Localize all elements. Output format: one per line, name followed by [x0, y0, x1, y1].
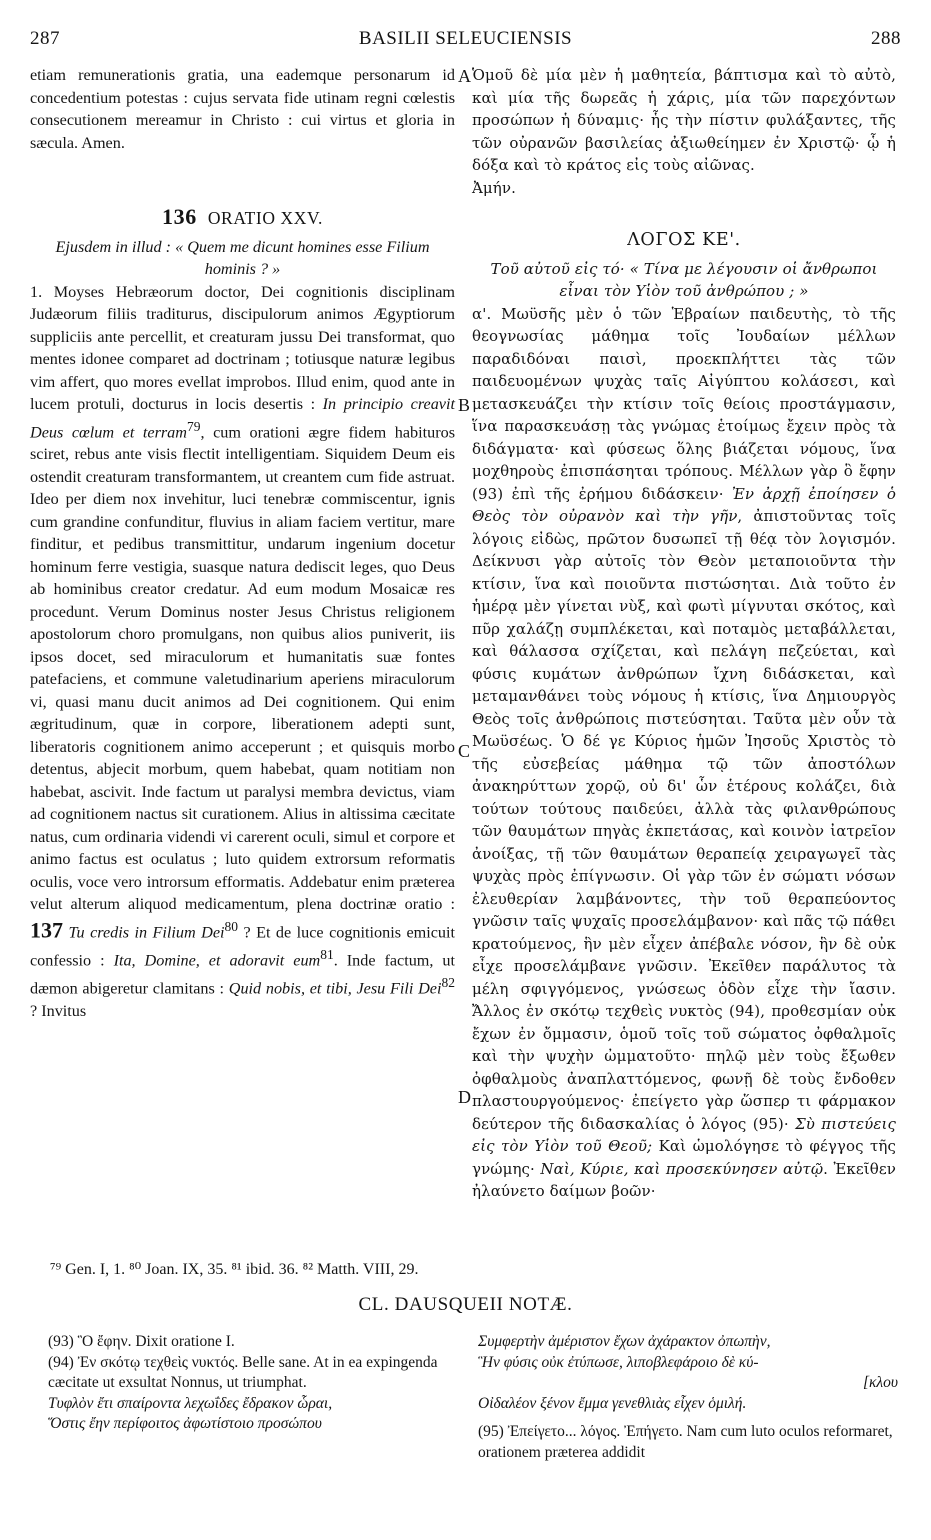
greek-column — [472, 64, 896, 1203]
greek-quote: Ναὶ, Κύριε, καὶ προσεκύνησεν αὐτῷ — [540, 1159, 824, 1178]
latin-body-part: . Inde factum, ut dæmon abigeretur clamitans : — [30, 951, 455, 998]
note-verse-4: Ἣν φύσις οὐκ ἐτύπωσε, λιποβλεφάροιο δὲ κύ- — [478, 1353, 759, 1371]
notes-title: CL. DAUSQUEII NOTÆ. — [358, 1294, 573, 1315]
margin-mark-a: A — [458, 66, 471, 86]
note-verse-4-end: [κλου — [862, 1374, 898, 1391]
margin-mark-b: B — [458, 395, 471, 415]
footnote-ref: 82 — [441, 974, 455, 990]
footnote-ref: 80 — [224, 918, 239, 934]
latin-heading — [30, 206, 455, 230]
latin-body-part: 1. Moyses Hebræorum doctor, Dei cognitionis disciplinam Judæorum filiis traditurus, discipulorum animos Ægyptiorum suppliciis ante percellit, et creaturam jussu Dei transformat, quo mentes idonee comparet ad doctrinam ; totiusque naturæ legibus vim affert, quo mores evellat improbos. Illud enim, quod ante in lucem protuli, docturus in locis desertis : — [30, 282, 455, 413]
greek-body-part: Καὶ ὡμολόγησε τὸ φέγγος τῆς γνώμης· — [472, 1137, 896, 1178]
note-verse-1: Τυφλὸν ἔτι σπαίροντα λεχωΐδες ἔδρακον ὧραι, — [48, 1394, 333, 1412]
latin-body-part: , cum orationi ægre fidem habituros sciret, rebus ante visis flectit intelligentiam. Siquidem Deum eis ostendit creaturam transformantem, ut creantem cum fide astruat. Ideo per diem nox invehitur, luci tenebræ commiscentur, ignis cum grandine confunditur, fluvius in aliam faciem vertitur, mare finditur, et pedibus transmittitur, undarum ingenium docetur hominum ferre vestigia, suasque natura dediscit leges, quo Deus ab hominibus creator credatur. Ad eum modum Mosaicæ res procedunt. Verum Dominus noster Jesus Christus religionem apostolorum choro promulgans, non quibus alios puniverit, iis ipsos docet, sed miraculorum et humanitatis suæ fontes patefaciens, et commune valetudinarium aperiens miraculorum vi, quasi manu ducit animos ad Dei cognitionem. Qui enim ægritudinum, quæ in corpore, liberationem adepti sunt, liberatoris cognitionem animo acceperunt ; et quisquis morbo detentus, abjecit morbum, quem habebat, quam notitiam non habebat, ascivit. Inde factum ut paralysi membra devictus, viam ad cognitionem nactus sit curationem. Alius in altissima cæcitate natus, cum ordinaria videndi vi carerent oculi, simul et corpore et animo factus est oculatus ; luto quidem extrorsum reformatis oculis, voce vero introrsum efformatis. Addebatur enim præterea velut alterum aliquod medicamentum, plena doctrinæ oratio : — [30, 422, 456, 914]
latin-column — [30, 64, 455, 1022]
page-number-left: 287 — [30, 28, 60, 49]
notes-left-column — [48, 1332, 450, 1435]
greek-body — [472, 303, 896, 1203]
latin-quote: Quid nobis, et tibi, Jesu Fili Dei — [228, 979, 442, 998]
scripture-footnotes: ⁷⁹ Gen. I, 1. ⁸⁰ Joan. IX, 35. ⁸¹ ibid. 36. ⁸² Matth. VIII, 29. — [50, 1261, 419, 1278]
latin-body-part: ? Invitus — [30, 1001, 87, 1020]
column-number-136: 136 — [162, 204, 197, 229]
latin-body — [30, 281, 455, 1023]
latin-intro: etiam remunerationis gratia, una eademque personarum id concedentium potestas : cujus servata fide utinam regni cœlestis consecutionem mereamur in Christo : cui virtus et gloria in sæcula. Amen. — [30, 66, 455, 152]
note-94: (94) Ἐν σκότῳ τεχθεὶς νυκτός. Belle sane. At in ea expingenda cæcitate ut exsultat Nonnus, ut triumphat. — [48, 1353, 438, 1391]
latin-quote: Ita, Domine, et adoravit eum — [113, 951, 321, 970]
latin-body-part: ? Et de luce cognitionis emicuit confessio : — [30, 923, 455, 970]
greek-body-part: α'. Μωϋσῆς μὲν ὁ τῶν Ἑβραίων παιδευτὴς, τὸ τῆς θεογνωσίας μάθημα τοῖς Ἰουδαίων μέλλων παραδιδόναι παισὶ, προεκπλήττει τὰς τῶν παιδευομένων ψυχὰς ταῖς Αἰγύπτου κολάσεσι, καὶ μετασκευάζει τὴν κτίσιν τοῖς θείοις προστάγμασιν, ἵνα παρασκευάσῃ τὰς γνώμας ἑτοίμως ἔχειν πρὸς τὰ διδάγματα· καὶ φύσεως ὅλης βιάζεται νόμους, ἵνα μοχθηροὺς ἐπισπάσηται τρόπους. Μέλλων γὰρ ὃ ἔφην (93) ἐπὶ τῆς ἐρήμου διδάσκειν· — [472, 304, 896, 503]
page-header — [30, 28, 901, 54]
greek-body-part: , ἀπιστοῦντας τοῖς λόγοις εἰδὼς, πρῶτον δυσωπεῖ τῇ θέᾳ τὸν λογισμόν. Δείκνυσι γὰρ αὐτοῖς τὸν Θεὸν μεταποιοῦντα τὴν κτίσιν, ἵνα καὶ ποιοῦντα πιστώσηται. Διὰ τοῦτο ἐν ἡμέρᾳ μὲν γίνεται νὺξ, καὶ φωτὶ μίγνυται σκότος, καὶ πῦρ χαλάζῃ συμπλέκεται, καὶ ποταμὸς μεταβάλλεται, καὶ θάλασσα σχίζεται, καὶ πελάγη πεζεύεται, καὶ φύσις κυμάτων ἀνθρώπων ἴχνη διδάσκεται, καὶ μεταμανθάνει τοὺς νόμους ἡ κτίσις, ἵνα Δημιουργὸς Θεὸς τοῖς ἀνθρώποις πιστεύσηται. Ταῦτα μὲν οὖν τὰ Μωϋσέως. Ὁ δέ γε Κύριος ἡμῶν Ἰησοῦς Χριστὸς τὸ τῆς εὐσεβείας μάθημα τῷ τῶν ἀποστόλων ἀνακηρύττων χορῷ, οὐ δι' ὧν ἑτέρους κολάζει, διὰ τούτων τούτους παιδεύει, ἀλλὰ τὰς φιλανθρώπους τῶν θαυμάτων πηγὰς ἐκπετάσας, καὶ κοινὸν ἰατρεῖον ἀνοίξας, τῇ τῶν θαυμάτων θεραπείᾳ χειραγωγεῖ τὰς ψυχὰς πρὸς ἐπίγνωσιν. Οἱ γὰρ τῶν ἐν σώματι νόσων ἐλευθερίαν λαμβάνοντες, τὴν τοῦ θεραπεύοντος γνῶσιν ταῖς ψυχαῖς προσελάμβανον· καὶ πᾶς τῷ πάθει κρατούμενος, ἣν μὲν εἶχεν ἀπέβαλε νόσον, ἣν δὲ οὐκ εἶχε προσελάμβανε γνῶσιν. Ἐκεῖθεν παράλυτος τὰ μέλη σφιγγόμενος, γνώσεως ὁδὸν εἶχε τὴν ἴασιν. Ἄλλος ἐν σκότῳ τεχθεὶς νυκτὸς (94), προθεσμίαν οὐκ ἔχων ἐν ὄμμασιν, ὁμοῦ τοῖς τοῦ σώματος ὀφθαλμοῖς καὶ τὴν ψυχὴν ὠμματοῦτο· πηλῷ μὲν τοὺς ἔξωθεν ὀφθαλμοὺς ἀναπλαττόμενος, φωνῇ δὲ τοὺς ἔνδοθεν πλαστουργούμενος· ἐπείγετο γὰρ ὥσπερ τι φάρμακον δεύτερον τῆς διδασκαλίας ὁ λόγος (95)· — [472, 507, 896, 1133]
latin-quote: In principio creavit Deus cœlum et terram — [30, 395, 455, 441]
margin-mark-c: C — [458, 741, 471, 761]
greek-amen: Ἀμήν. — [472, 178, 516, 197]
greek-subtitle: Τοῦ αὐτοῦ εἰς τό· « Τίνα με λέγουσιν οἱ ἄνθρωποι εἶναι τὸν Υἱὸν τοῦ ἀνθρώπου ; » — [490, 259, 878, 300]
page-number-right: 288 — [871, 28, 901, 49]
greek-body-part: . Ἐκεῖθεν ἠλαύνετο δαίμων βοῶν· — [472, 1159, 896, 1200]
latin-quote: Tu credis in Filium Dei — [68, 923, 225, 942]
note-93: (93) Ὃ ἔφην. Dixit oratione I. — [48, 1333, 235, 1350]
greek-quote: Ἐν ἀρχῇ ἐποίησεν ὁ Θεὸς τὸν οὐρανὸν καὶ τὴν γῆν — [472, 484, 896, 525]
latin-subtitle: Ejusdem in illud : « Quem me dicunt homines esse Filium hominis ? » — [55, 237, 430, 278]
note-verse-2: Ὅστις ἔην περίφοιτος ἀφωτίστοιο προσώπου — [48, 1415, 322, 1432]
notes-right-column — [478, 1332, 898, 1463]
footnote-ref: 79 — [186, 418, 201, 434]
greek-heading: ΛΟΓΟΣ ΚΕ'. — [627, 230, 741, 250]
margin-mark-d: D — [458, 1087, 471, 1107]
greek-quote: Σὺ πιστεύεις εἰς τὸν Υἱὸν τοῦ Θεοῦ; — [472, 1114, 896, 1155]
latin-heading-text: ORATIO XXV. — [207, 208, 323, 228]
note-95: (95) Ἐπείγετο... λόγος. Ἐπήγετο. Nam cum luto oculos reformaret, orationem præterea addidit — [478, 1423, 893, 1461]
running-title: BASILII SELEUCIENSIS — [358, 28, 573, 49]
greek-intro: Ὁμοῦ δὲ μία μὲν ἡ μαθητεία, βάπτισμα καὶ τὸ αὐτὸ, καὶ μία τῆς δωρεᾶς ἡ χάρις, μία τῶν παρεχόντων προσώπων ἡ δύναμις· ἧς τὴν πίστιν φυλάξαντες, τῆς τῶν οὐρανῶν βασιλείας ἀξιωθείημεν ἐν Χριστῷ· ᾧ ἡ δόξα καὶ τὸ κράτος εἰς τοὺς αἰῶνας. — [472, 66, 896, 174]
note-verse-5: Οἰδαλέον ξένον ἔμμα γενεθλιὰς εἶχεν ὁμιλή. — [478, 1394, 747, 1412]
footnote-ref: 81 — [320, 946, 334, 962]
note-verse-3: Συμφερτὴν ἀμέριστον ἔχων ἀχάρακτον ὀπωπὴν, — [478, 1333, 771, 1350]
column-number-137: 137 — [30, 917, 63, 943]
